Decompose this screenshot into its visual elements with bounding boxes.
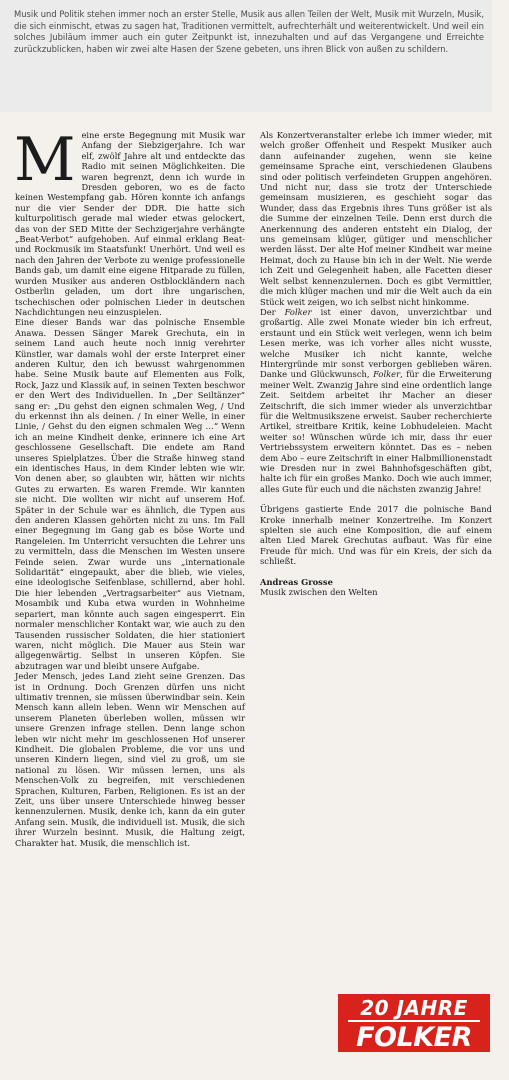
article-column-left	[14, 125, 245, 848]
paragraph-6: Übrigens gastierte Ende 2017 die polnische Band Kroke innerhalb meiner Konzertreihe. Im Konzert spielten sie auch eine Komposition, die auf einem alten Lied Marek Grechutas aufbaut. Was für eine Freude für mich. Und was für ein Kreis, der sich da schließt.	[260, 504, 492, 567]
magazine-name-2: Folker	[373, 369, 401, 380]
paragraph-3: Jeder Mensch, jedes Land zieht seine Grenzen. Das ist in Ordnung. Doch Grenzen dürfen uns nicht ultimativ trennen, sie müssen überwindbar sein. Kein Mensch kann allein leben. Wenn wir Menschen auf unserem Planeten überleben wollen, müssen wir unsere Grenzen infrage stellen. Denn lange schon leben wir nicht mehr im geschlossenen Hof unserer Kindheit. Die globalen Probleme, die vor uns und unseren Kindern liegen, sind viel zu groß, um sie national zu lösen. Wir müssen lernen, uns als Menschen-Volk zu begreifen, mit verschiedenen Sprachen, Kulturen, Farben, Religionen. Es ist an der Zeit, uns über unsere Unterschiede hinweg besser kennenzulernen. Musik, denke ich, kann da ein guter Anfang sein. Musik, die individuell ist. Musik, die sich ihrer Wurzeln besinnt. Musik, die Haltung zeigt, Charakter hat. Musik, die menschlich ist.	[15, 671, 245, 848]
logo-line-2: FOLKER	[356, 1022, 472, 1053]
drop-cap: M	[14, 125, 76, 195]
p5-part-c: , für die Erweiterung meiner Welt. Zwanzig Jahre sind eine ordentlich lange Zeit. Seitdem arbeitet ihr Macher an dieser Zeitschrift, die sich immer wieder als unverzichtbar für die Weltmusikszene erweist. Sauber recherchierte Artikel, streitbare Kritik, keine Lobhudeleien. Macht weiter so! Wünschen würde ich mir, dass ihr euer Vertriebssystem erweitern könntet. Das es – neben dem Abo – eure Zeitschrift in einer Halbmillionenstadt wie Dresden nur in zwei Bahnhofsgeschäften gibt, halte ich für ein großes Manko. Doch wie auch immer, alles Gute für euch und die nächsten zwanzig Jahre!	[260, 369, 493, 494]
author-role: Musik zwischen den Welten	[260, 587, 378, 598]
anniversary-logo	[338, 994, 490, 1052]
paragraph-5	[260, 307, 492, 494]
paragraph-1	[14, 125, 245, 317]
magazine-name: Folker	[284, 306, 312, 317]
author-name: Andreas Grosse	[260, 576, 333, 587]
article-column-right	[260, 130, 492, 597]
intro-text: Musik und Politik stehen immer noch an erster Stelle, Musik aus allen Teilen der Welt, Musik mit Wurzeln, Musik, die sich einmischt, etwas zu sagen hat, Traditionen vermittelt, aufrechterhält und weiterentwickelt. Und weil ein solches Jubiläum immer auch ein guter Zeitpunkt ist, innezuhalten und auf das Vergangene und Erreichte zurückzublicken, haben wir zwei alte Hasen der Szene gebeten, uns ihren Blick von außen zu schildern.	[14, 9, 484, 54]
p5-part-a: Der	[260, 306, 276, 317]
paragraph-4: Als Konzertveranstalter erlebe ich immer wieder, mit welch großer Offenheit und Respekt Musiker auch dann aufeinander zugehen, wenn sie keine gemeinsame Sprache eint, verschiedenen Glaubens sind oder politisch verfeindeten Gruppen angehören. Und nicht nur, dass sie trotz der Unterschiede gemeinsam musizieren, es geschieht sogar das Wunder, dass das Ergebnis ihres Tuns größer ist als die Summe der einzelnen Teile. Denn erst durch die Anerkennung des anderen entsteht ein Dialog, der uns gemeinsam klüger, gütiger und menschlicher werden lässt. Der alte Hof meiner Kindheit war meine Heimat, doch zu Hause bin ich in der Welt. Nie werde ich Zeit und Gelegenheit haben, alle Facetten dieser Welt selbst kennenzulernen. Doch es gibt Vermittler, die mich klüger machen und mir die Welt auch da ein Stück weit zeigen, wo ich selbst nicht hinkomme.	[260, 130, 492, 307]
paragraph-1-text: eine erste Begegnung mit Musik war Anfang der Siebzigerjahre. Ich war elf, zwölf Jahre alt und entdeckte das Radio mit seinen Möglichkeiten. Die waren begrenzt, denn ich wurde in Dresden geboren, wo es de facto keinen Westempfang gab. Hören konnte ich anfangs nur die vier Sender der DDR. Die hatte sich kulturpolitisch gerade mal wieder etwas gelockert, das von der SED Mitte der Sechzigerjahre verhängte „Beat-Verbot“ aufgehoben. Auf einmal erklang Beat- und Rockmusik im Staatsfunk! Unerhört. Und weil es nach den Jahren der Verbote zu wenige professionelle Bands gab, um damit eine eigene Hitparade zu füllen, wurden Musiker aus anderen Ostblockländern nach Ostberlin geladen, um dort ihre ungarischen, tschechischen oder polnischen Lieder in deutschen Nachdichtungen neu einzuspielen.	[15, 130, 245, 317]
intro-box	[0, 0, 492, 112]
p5-part-b: ist einer davon, unverzichtbar und großartig. Alle zwei Monate wieder bin ich erfreut, erstaunt und ein Stück weit verlegen, wenn ich beim Lesen merke, was ich vorher alles nicht wusste, welche Musiker ich nicht kannte, welche Hintergründe mir sonst verborgen geblieben wären. Danke und Glückwunsch,	[260, 306, 492, 380]
paragraph-2: Eine dieser Bands war das polnische Ensemble Anawa. Dessen Sänger Marek Grechuta, ein in seinem Land auch heute noch innig verehrter Künstler, war damals wohl der erste Interpret einer anderen Kultur, den ich bewusst wahrgenommen habe. Seine Musik baute auf Elementen aus Folk, Rock, Jazz und Klassik auf, in seinen Texten beschwor er den Wert des Individuellen. In „Der Seiltänzer“ sang er: „Du gehst den eignen schmalen Weg, / Und du erkennst ihn als deinen. / In einer Welle, in einer Linie, / Gehst du den eignen schmalen Weg …“ Wenn ich an meine Kindheit denke, erinnere ich eine Art geschlossene Gesellschaft. Die endete am Rand unseres Spielplatzes. Über die Straße hinweg stand ein identisches Haus, in dem Kinder lebten wie wir. Von denen aber, so glaubten wir, hätten wir nichts Gutes zu erwarten. Es waren Fremde. Wir kannten sie nicht. Die wollten wir nicht auf unserem Hof. Später in der Schule war es ähnlich, die Typen aus den anderen Klassen gehörten nicht zu uns. Im Fall einer Begegnung im Gang gab es böse Worte und Rangeleien. Im Unterricht versuchten die Lehrer uns zu vermitteln, dass die Menschen im Westen unsere Feinde seien. Zwar wurde uns „internationale Solidarität“ eingepaukt, aber die blieb, wie vieles, eine ideologische Seifenblase, schillernd, aber hohl. Die hier lebenden „Vertragsarbeiter“ aus Vietnam, Mosambik und Kuba etwa wurden in Wohnheime separiert, man könnte auch sagen eingesperrt. Ein normaler menschlicher Kontakt war, wie auch zu den Tausenden russischer Soldaten, die hier stationiert waren, nicht möglich. Die Mauer aus Stein war allgegenwärtig. Selbst in unseren Köpfen. Sie abzutragen war und bleibt unsere Aufgabe.	[15, 317, 245, 671]
logo-line-1: 20 JAHRE	[360, 996, 468, 1020]
